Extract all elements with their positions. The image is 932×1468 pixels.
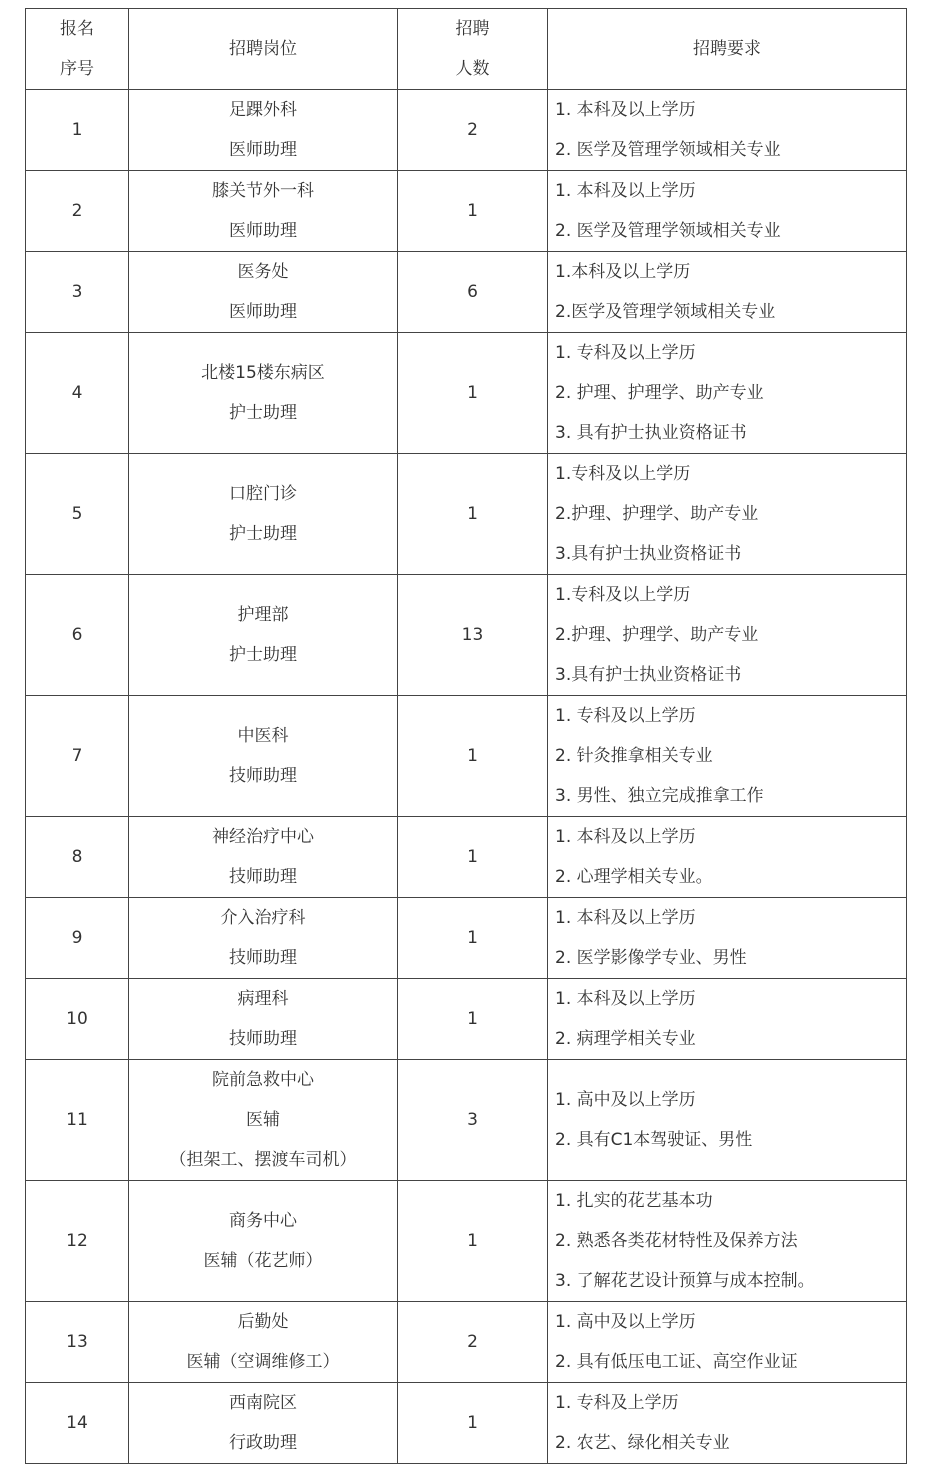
- requirement-line: 1. 本科及以上学历: [555, 827, 696, 847]
- requirement-line: 1. 本科及以上学历: [555, 100, 696, 120]
- position-line: 技师助理: [229, 766, 297, 786]
- cell-no: 13: [26, 1302, 129, 1383]
- requirement-line: 1. 扎实的花艺基本功: [555, 1191, 713, 1211]
- requirement-line: 1.专科及以上学历: [555, 464, 691, 484]
- requirement-line: 3. 具有护士执业资格证书: [555, 423, 747, 443]
- cell-no: 3: [26, 252, 129, 333]
- cell-count: 6: [398, 252, 548, 333]
- table-row: [26, 1302, 907, 1383]
- requirement-line: 1. 高中及以上学历: [555, 1312, 696, 1332]
- requirement-line: 2.护理、护理学、助产专业: [555, 625, 759, 645]
- cell-no: 2: [26, 171, 129, 252]
- position-line: 医师助理: [229, 221, 297, 241]
- cell-requirements: [548, 252, 907, 333]
- cell-count: 1: [398, 454, 548, 575]
- cell-count: 1: [398, 1181, 548, 1302]
- cell-requirements: [548, 171, 907, 252]
- cell-count: 2: [398, 90, 548, 171]
- cell-count: 1: [398, 979, 548, 1060]
- position-line: 膝关节外一科: [212, 181, 314, 201]
- position-line: 商务中心: [229, 1211, 297, 1231]
- requirement-line: 2. 农艺、绿化相关专业: [555, 1433, 730, 1453]
- cell-position: [129, 1181, 398, 1302]
- requirement-line: 2.医学及管理学领域相关专业: [555, 302, 776, 322]
- table-row: [26, 333, 907, 454]
- requirement-line: 3. 了解花艺设计预算与成本控制。: [555, 1271, 815, 1291]
- cell-requirements: [548, 1383, 907, 1464]
- requirement-line: 3.具有护士执业资格证书: [555, 665, 742, 685]
- requirement-line: 3.具有护士执业资格证书: [555, 544, 742, 564]
- cell-position: [129, 817, 398, 898]
- cell-count: 1: [398, 171, 548, 252]
- position-line: 护士助理: [229, 524, 297, 544]
- requirement-line: 1. 本科及以上学历: [555, 908, 696, 928]
- position-line: 医务处: [237, 262, 289, 282]
- cell-count: 13: [398, 575, 548, 696]
- table-row: [26, 454, 907, 575]
- header-count: 招聘 人数: [398, 9, 548, 90]
- recruitment-table: [25, 8, 907, 1464]
- position-line: 神经治疗中心: [212, 827, 314, 847]
- cell-position: [129, 252, 398, 333]
- requirement-line: 3. 男性、独立完成推拿工作: [555, 786, 764, 806]
- cell-requirements: [548, 898, 907, 979]
- header-position: 招聘岗位: [129, 9, 398, 90]
- header-no: 报名 序号: [26, 9, 129, 90]
- cell-requirements: [548, 575, 907, 696]
- cell-no: 12: [26, 1181, 129, 1302]
- position-line: 医师助理: [229, 302, 297, 322]
- cell-count: 1: [398, 898, 548, 979]
- table-row: [26, 898, 907, 979]
- position-line: 医辅: [246, 1110, 280, 1130]
- cell-no: 4: [26, 333, 129, 454]
- requirement-line: 1. 专科及以上学历: [555, 706, 696, 726]
- cell-requirements: [548, 817, 907, 898]
- position-line: 护理部: [237, 605, 289, 625]
- cell-position: [129, 1302, 398, 1383]
- requirement-line: 1. 高中及以上学历: [555, 1090, 696, 1110]
- cell-no: 10: [26, 979, 129, 1060]
- position-line: 技师助理: [229, 1029, 297, 1049]
- table-row: [26, 90, 907, 171]
- table-row: [26, 252, 907, 333]
- cell-position: [129, 1060, 398, 1181]
- requirement-line: 1. 本科及以上学历: [555, 181, 696, 201]
- requirement-line: 2. 医学影像学专业、男性: [555, 948, 747, 968]
- position-line: 医师助理: [229, 140, 297, 160]
- cell-requirements: [548, 1302, 907, 1383]
- cell-no: 11: [26, 1060, 129, 1181]
- cell-count: 1: [398, 817, 548, 898]
- cell-position: [129, 333, 398, 454]
- requirement-line: 1. 专科及以上学历: [555, 343, 696, 363]
- cell-requirements: [548, 90, 907, 171]
- table-body: [26, 90, 907, 1464]
- position-line: 北楼15楼东病区: [201, 363, 325, 383]
- requirement-line: 2. 心理学相关专业。: [555, 867, 713, 887]
- requirement-line: 2. 针灸推拿相关专业: [555, 746, 713, 766]
- cell-no: 1: [26, 90, 129, 171]
- position-line: 技师助理: [229, 867, 297, 887]
- position-line: 西南院区: [229, 1393, 297, 1413]
- header-requirements: 招聘要求: [548, 9, 907, 90]
- table-row: [26, 817, 907, 898]
- cell-no: 9: [26, 898, 129, 979]
- position-line: 护士助理: [229, 403, 297, 423]
- requirement-line: 2. 医学及管理学领域相关专业: [555, 140, 781, 160]
- cell-count: 1: [398, 696, 548, 817]
- cell-position: [129, 454, 398, 575]
- cell-requirements: [548, 454, 907, 575]
- cell-count: 1: [398, 1383, 548, 1464]
- position-line: 病理科: [237, 989, 289, 1009]
- cell-requirements: [548, 696, 907, 817]
- table-row: [26, 171, 907, 252]
- position-line: 医辅（花艺师）: [203, 1251, 323, 1271]
- requirement-line: 1.本科及以上学历: [555, 262, 691, 282]
- position-line: 医辅（空调维修工）: [186, 1352, 340, 1372]
- table-header-row: [26, 9, 907, 90]
- requirement-line: 2.护理、护理学、助产专业: [555, 504, 759, 524]
- cell-position: [129, 1383, 398, 1464]
- table-row: [26, 1181, 907, 1302]
- cell-position: [129, 90, 398, 171]
- cell-requirements: [548, 1060, 907, 1181]
- requirement-line: 1.专科及以上学历: [555, 585, 691, 605]
- cell-requirements: [548, 333, 907, 454]
- cell-no: 5: [26, 454, 129, 575]
- cell-position: [129, 575, 398, 696]
- cell-no: 7: [26, 696, 129, 817]
- table-row: [26, 1060, 907, 1181]
- requirement-line: 2. 医学及管理学领域相关专业: [555, 221, 781, 241]
- cell-position: [129, 171, 398, 252]
- position-line: 院前急救中心: [212, 1070, 314, 1090]
- cell-requirements: [548, 1181, 907, 1302]
- position-line: 口腔门诊: [229, 484, 297, 504]
- cell-position: [129, 898, 398, 979]
- position-line: 介入治疗科: [220, 908, 306, 928]
- cell-position: [129, 979, 398, 1060]
- cell-no: 8: [26, 817, 129, 898]
- requirement-line: 2. 护理、护理学、助产专业: [555, 383, 764, 403]
- position-line: 中医科: [237, 726, 289, 746]
- cell-count: 3: [398, 1060, 548, 1181]
- table-row: [26, 575, 907, 696]
- cell-no: 6: [26, 575, 129, 696]
- requirement-line: 2. 具有低压电工证、高空作业证: [555, 1352, 798, 1372]
- requirement-line: 2. 病理学相关专业: [555, 1029, 696, 1049]
- position-line: （担架工、摆渡车司机）: [169, 1150, 357, 1170]
- cell-no: 14: [26, 1383, 129, 1464]
- cell-count: 1: [398, 333, 548, 454]
- cell-count: 2: [398, 1302, 548, 1383]
- table-row: [26, 979, 907, 1060]
- recruitment-table-container: [25, 8, 907, 1464]
- requirement-line: 1. 专科及上学历: [555, 1393, 679, 1413]
- position-line: 行政助理: [229, 1433, 297, 1453]
- requirement-line: 2. 具有C1本驾驶证、男性: [555, 1130, 753, 1150]
- position-line: 护士助理: [229, 645, 297, 665]
- cell-position: [129, 696, 398, 817]
- position-line: 技师助理: [229, 948, 297, 968]
- requirement-line: 1. 本科及以上学历: [555, 989, 696, 1009]
- cell-requirements: [548, 979, 907, 1060]
- position-line: 后勤处: [237, 1312, 289, 1332]
- position-line: 足踝外科: [229, 100, 297, 120]
- table-row: [26, 1383, 907, 1464]
- requirement-line: 2. 熟悉各类花材特性及保养方法: [555, 1231, 798, 1251]
- table-row: [26, 696, 907, 817]
